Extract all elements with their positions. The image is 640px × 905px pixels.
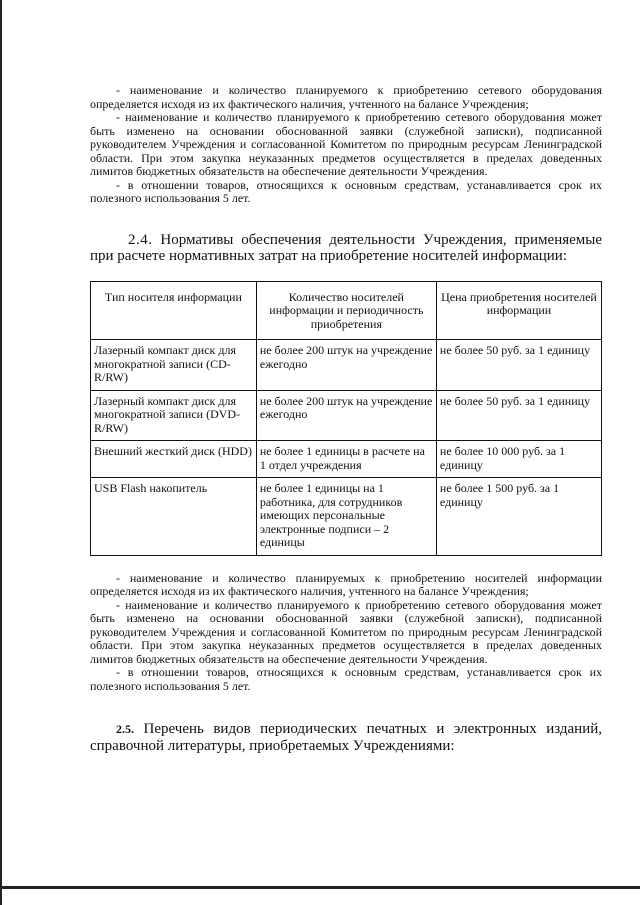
table-cell: Внешний жесткий диск (HDD) <box>91 441 257 478</box>
table-header-row <box>91 281 602 340</box>
table-cell: не более 200 штук на учреждение ежегодно <box>256 340 436 391</box>
table-row <box>91 441 602 478</box>
table-header-cell: Цена приобретения носителей информации <box>436 281 601 340</box>
table-cell: не более 10 000 руб. за 1 единицу <box>436 441 601 478</box>
table-cell: Лазерный компакт диск для многократной записи (DVD-R/RW) <box>91 390 257 441</box>
scan-edge-left <box>0 0 2 905</box>
table-row <box>91 390 602 441</box>
document-page <box>90 84 602 754</box>
table-row <box>91 340 602 391</box>
paragraph-network-lifetime: - в отношении товаров, относящихся к основным средствам, устанавливается срок их полезного использования 5 лет. <box>90 177 602 205</box>
table-cell: Лазерный компакт диск для многократной записи (CD-R/RW) <box>91 340 257 391</box>
section-2-5-number: 2.5. <box>116 722 134 736</box>
paragraph-network-change: - наименование и количество планируемого к приобретению сетевого оборудования может быть изменено на основании обоснованной заявки (служебной записки), подписанной руководителем Учреждения и согласованной Комитетом по природным ресурсам Ленинградской области. При этом закупка неуказанных предметов осуществляется в пределах доведенных лимитов бюджетных обязательств на обеспечение деятельности Учреждения. <box>90 110 602 178</box>
table-header-cell: Количество носителей информации и периодичность приобретения <box>256 281 436 340</box>
table-cell: не более 200 штук на учреждение ежегодно <box>256 390 436 441</box>
scan-edge-bottom <box>0 886 640 889</box>
storage-media-table <box>90 281 602 556</box>
table-cell: не более 50 руб. за 1 единицу <box>436 390 601 441</box>
table-header-cell: Тип носителя информации <box>91 281 257 340</box>
table-cell: не более 50 руб. за 1 единицу <box>436 340 601 391</box>
section-2-4-title: Нормативы обеспечения деятельности Учреждения, применяемые при расчете нормативных затрат на приобретение носителей информации: <box>90 231 603 264</box>
table-cell: не более 1 единицы в расчете на 1 отдел учреждения <box>256 441 436 478</box>
section-2-4-heading <box>90 232 602 265</box>
paragraph-media-quantity: - наименование и количество планируемых к приобретению носителей информации определяется исходя из их фактического наличия, учтенного на балансе Учреждения; <box>90 570 602 598</box>
table-cell: не более 1 500 руб. за 1 единицу <box>436 478 601 556</box>
section-2-5-title: Перечень видов периодических печатных и электронных изданий, справочной литературы, приобретаемых Учреждениями: <box>90 721 603 754</box>
paragraph-network-quantity: - наименование и количество планируемого к приобретению сетевого оборудования определяется исходя из их фактического наличия, учтенного на балансе Учреждения; <box>90 83 602 111</box>
table-cell: не более 1 единицы на 1 работника, для сотрудников имеющих персональные электронные подписи – 2 единицы <box>256 478 436 556</box>
table-cell: USB Flash накопитель <box>91 478 257 556</box>
section-2-4-number: 2.4. <box>128 231 153 248</box>
paragraph-media-change: - наименование и количество планируемого к приобретению сетевого оборудования может быть изменено на основании обоснованной заявки (служебной записки), подписанной руководителем Учреждения и согласованной Комитетом по природным ресурсам Ленинградской области. При этом закупка неуказанных предметов осуществляется в пределах доведенных лимитов бюджетных обязательств на обеспечение деятельности Учреждения. <box>90 597 602 666</box>
paragraph-media-lifetime: - в отношении товаров, относящихся к основным средствам, устанавливается срок их полезного использования 5 лет. <box>90 665 602 693</box>
section-2-5-heading <box>90 721 602 754</box>
table-row <box>91 478 602 556</box>
